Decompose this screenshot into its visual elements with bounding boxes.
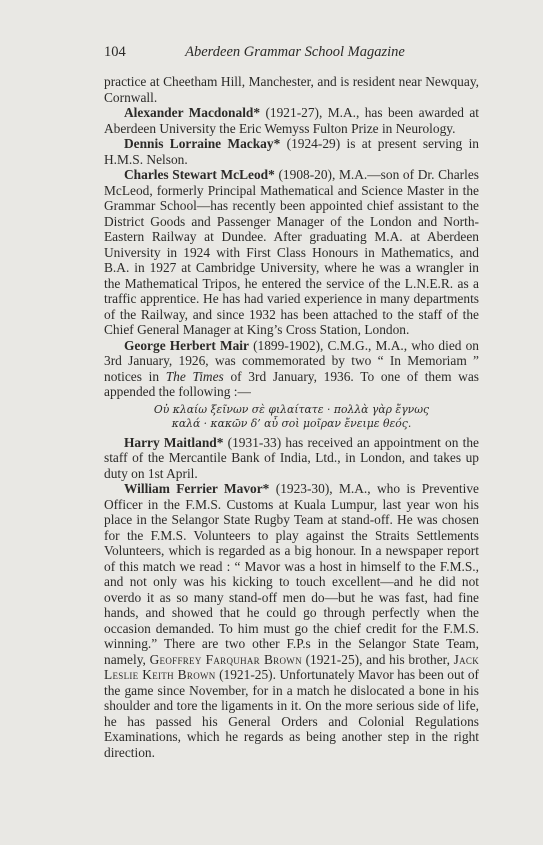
paragraph-text: of 3rd January, 1936. To one of them was appended the following :— xyxy=(104,368,480,399)
person-name: Dennis Lorraine Mackay* xyxy=(124,136,281,151)
person-name: Harry Maitland* xyxy=(124,434,224,450)
paragraph-mair xyxy=(104,338,479,400)
person-name-smallcaps: Jack Leslie Keith Brown xyxy=(104,651,480,682)
paragraph-text: (1908-20), M.A.—son of Dr. Charles McLeod, formerly Principal Mathematical and Science Master in the Grammar School—has recently been appointed chief assistant to the District Goods and Passenger Manager of the London and North-Eastern Railway at Dundee. After graduating M.A. at Aberdeen University in 1924 with First Class Honours in Mathematics, and B.A. in 1927 at Cambridge University, where he was a wrangler in the Mathematical Tripos, he entered the service of the L.N.E.R. as a traffic apprentice. He has had varied experience in many departments of the Railway, and since 1932 has been attached to the staff of the Chief General Manager at King’s Cross Station, London. xyxy=(104,167,479,337)
greek-verse xyxy=(104,403,479,431)
paragraph-text: (1921-25). Unfortunately Mavor has been out of the game since November, for in a match he dislocated a bone in his shoulder and tore the ligaments in it. On the more serious side of life, he has passed his General Orders and Colonial Regulations Examinations, which he regards as being another step in the right direction. xyxy=(104,667,479,760)
paragraph-text: (1931-33) has received an appointment on the staff of the Mercantile Bank of India, Ltd., in London, and takes up duty on 1st April. xyxy=(104,434,479,481)
paragraph-text: (1921-27), M.A., has been awarded at Aberdeen University the Eric Wemyss Fulton Prize in Neurology. xyxy=(104,105,479,136)
paragraph-text: (1924-29) is at present serving in H.M.S. Nelson. xyxy=(104,136,479,167)
person-name-smallcaps: Geoffrey Farquhar Brown xyxy=(149,651,302,667)
person-name: Alexander Macdonald* xyxy=(124,105,261,120)
paragraph-continuation xyxy=(104,74,479,105)
person-name: Charles Stewart McLeod* xyxy=(124,167,275,182)
running-title: Aberdeen Grammar School Magazine xyxy=(185,44,405,60)
page-number: 104 xyxy=(104,44,126,60)
verse-line-1: Οὐ κλαίω ξεῖνων σὲ φιλαίτατε · πολλὰ γὰρ ἔγνως xyxy=(153,402,430,416)
article-body xyxy=(104,74,479,760)
paragraph-text: (1923-30), M.A., who is Preventive Officer in the F.M.S. Customs at Kuala Lumpur, last year won his place in the Selangor State Rugby Team at stand-off. He was chosen for the F.M.S. Volunteers to play against the Straits Settlements Volunteers, which is regarded as a big honour. In a newspaper report of this match we read : “ Mavor was a host in himself to the F.M.S., and not only was his kicking to touch excellent—and he did not overdo it as so many stand-off men do—but he was fast, had fine hands, and showed that he could go through perfectly when the occasion demanded. To him must go the chief credit for the F.M.S. winning.” There are two other F.P.s in the Selangor State Team, namely, xyxy=(104,481,479,667)
page-header xyxy=(104,44,480,64)
paragraph-mavor xyxy=(104,481,479,760)
person-name: George Herbert Mair xyxy=(124,337,249,353)
paragraph-maitland xyxy=(104,435,479,482)
paragraph-macdonald xyxy=(104,105,479,136)
paragraph-text: (1899-1902), C.M.G., M.A., who died on 3rd January, 1926, was commemorated by two “ In Memoriam ” notices in xyxy=(104,337,479,384)
verse-line-2: καλά · κακῶν δ’ αὖ σοὶ μοῖραν ἔνειμε θεός. xyxy=(171,416,412,430)
paragraph-text: practice at Cheetham Hill, Manchester, and is resident near Newquay, Cornwall. xyxy=(104,74,479,105)
paragraph-text: (1921-25), and his brother, xyxy=(301,651,454,667)
paragraph-mackay xyxy=(104,136,479,167)
paragraph-mcleod xyxy=(104,167,479,338)
newspaper-title: The Times xyxy=(165,368,224,384)
person-name: William Ferrier Mavor* xyxy=(124,481,270,496)
